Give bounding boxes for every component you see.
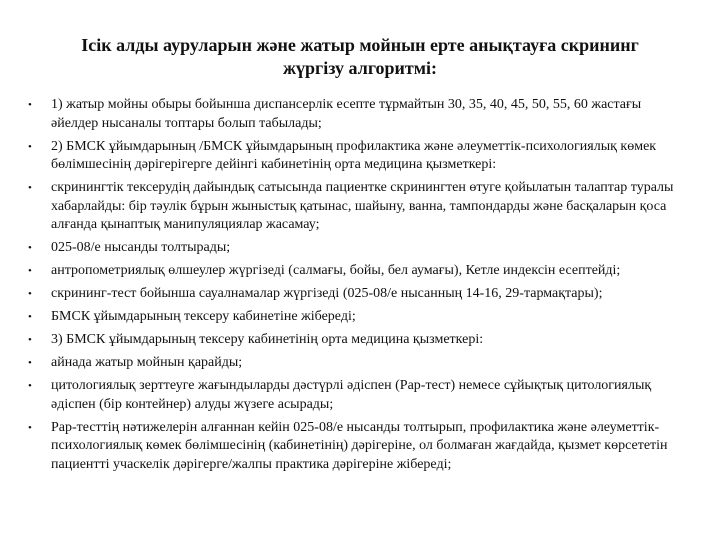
list-item-text: 3) БМСК ұйымдарының тексеру кабинетінің орта медицина қызметкері: bbox=[51, 332, 484, 347]
list-item-text: антропометриялық өлшеулер жүргізеді (салмағы, бойы, бел аумағы), Кетле индексін есептейді; bbox=[51, 263, 621, 278]
list-item bbox=[28, 138, 690, 175]
list-item bbox=[28, 331, 690, 350]
list-item bbox=[28, 308, 690, 327]
title-line-1: Ісік алды ауруларын және жатыр мойнын ерте анықтауға скрининг bbox=[81, 35, 639, 55]
list-item bbox=[28, 285, 690, 304]
bullet-icon: • bbox=[28, 380, 32, 392]
list-item bbox=[28, 419, 690, 475]
list-item-text: айнада жатыр мойнын қарайды; bbox=[51, 355, 243, 370]
list-item-text: 2) БМСК ұйымдарының /БМСК ұйымдарының профилактика және әлеуметтік-психологиялық көмек бөлімшесінің дәрігерігерге дейінгі кабинетінің орта медицина қызметкері: bbox=[51, 138, 657, 172]
bullet-icon: • bbox=[28, 265, 32, 277]
list-item-text: 025-08/е нысанды толтырады; bbox=[51, 240, 231, 255]
list-item-text: скрининг-тест бойынша сауалнамалар жүргізеді (025-08/е нысанның 14-16, 29-тармақтары); bbox=[51, 286, 603, 301]
bullet-icon: • bbox=[28, 421, 32, 434]
bullet-icon: • bbox=[28, 182, 32, 194]
bullet-icon: • bbox=[28, 288, 32, 300]
bullet-icon: • bbox=[28, 357, 32, 369]
bullet-icon: • bbox=[28, 99, 32, 111]
list-item bbox=[28, 354, 690, 373]
list-item bbox=[28, 179, 690, 235]
list-item-text: скринингтік тексерудің дайындық сатысында пациентке скринингтен өтуге қойылатын талаптар туралы хабарлайды: бір тәулік бұрын жыныстық қатынас, шайыну, ванна, тампондарды және басқаларын қоса алғанда қынаптық манипуляциялар жасамау; bbox=[51, 180, 674, 232]
page-title bbox=[40, 34, 680, 80]
bullet-icon: • bbox=[28, 242, 32, 254]
bullet-icon: • bbox=[28, 334, 32, 346]
list-item-text: цитологиялық зерттеуге жағындыларды дәстүрлі әдіспен (Pap-тест) немесе сұйықтық цитологиялық әдіспен (бір контейнер) алуды жүзеге асырады; bbox=[51, 378, 652, 412]
list-item-text: Pap-тесттің нәтижелерін алғаннан кейін 025-08/е нысанды толтырып, профилактика және әлеуметтік-психологиялық көмек бөлімшесінің (кабинетінің) дәрігеріне, ол болмаған жағдайда, қызмет көрсететін пациентті учаскелік дәрігерге/жалпы практика дәрігеріне жібереді; bbox=[51, 419, 668, 472]
list-item-text: 1) жатыр мойны обыры бойынша диспансерлік есепте тұрмайтын 30, 35, 40, 45, 50, 55, 60 жастағы әйелдер нысаналы топтары болып табылады; bbox=[51, 97, 642, 131]
list-item bbox=[28, 377, 690, 414]
bullet-list bbox=[28, 96, 690, 479]
list-item-text: БМСК ұйымдарының тексеру кабинетіне жібереді; bbox=[51, 309, 356, 324]
title-line-2: жүргізу алгоритмі: bbox=[282, 58, 438, 78]
bullet-icon: • bbox=[28, 140, 32, 153]
list-item bbox=[28, 262, 690, 281]
list-item bbox=[28, 239, 690, 258]
bullet-icon: • bbox=[28, 311, 32, 323]
list-item bbox=[28, 96, 690, 133]
